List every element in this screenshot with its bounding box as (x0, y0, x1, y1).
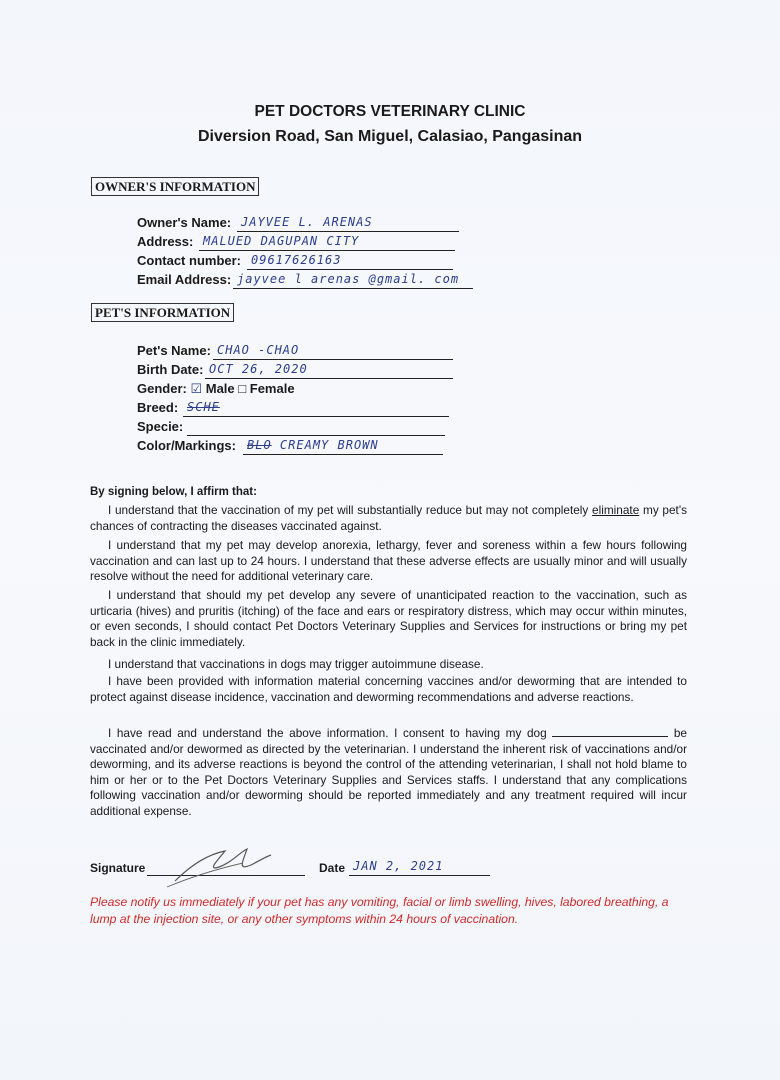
pet-birth-label: Birth Date: (137, 362, 204, 377)
gender-male-label: Male (205, 381, 235, 396)
signature-line[interactable] (147, 859, 305, 876)
affirm-p1-text-end: my pet's chances of contracting the diseases vaccinated against. (90, 503, 687, 533)
affirm-p1-underlined: eliminate (592, 503, 640, 517)
affirm-paragraph-2: I understand that my pet may develop anorexia, lethargy, fever and soreness within a few hours following vaccination and can last up to 24 hours. I understand that these adverse effects are usually minor and will usually resolve without the need for additional veterinary care. (90, 538, 687, 584)
owner-email-field (137, 271, 460, 289)
date-value[interactable]: JAN 2, 2021 (349, 859, 490, 876)
affirm-paragraph-6 (90, 725, 687, 820)
owner-email-value[interactable]: jayvee l arenas @gmail. com (233, 270, 473, 289)
date-label: Date (319, 861, 346, 875)
pet-color-value: CREAMY BROWN (279, 438, 379, 452)
owner-section-heading: OWNER'S INFORMATION (91, 177, 259, 196)
pet-gender-label: Gender: (137, 381, 187, 396)
affirm-paragraph-5: I have been provided with information material concerning vaccines and/or deworming that are intended to protect against disease incidence, vaccination and deworming recommendations and adverse reactions. (90, 674, 687, 704)
affirm-heading: By signing below, I affirm that: (90, 486, 257, 498)
owner-name-field (137, 214, 373, 232)
gender-female-checkbox[interactable]: □ (238, 381, 247, 396)
owner-contact-field (137, 252, 342, 270)
affirm-p6-text-end: be vaccinated and/or dewormed as directed by the veterinarian. I understand the inherent risk of vaccinations and/or deworming, and its adverse reactions is beyond the control of the attending veterinarian, I shall not hold blame to him or her or to the Pet Doctors Veterinary Supplies and Services staffs. I understand that any complications following vaccination and/or deworming should be reported immediately and any treatment required will incur additional expense. (90, 726, 687, 818)
pet-breed-label: Breed: (137, 400, 179, 415)
owner-address-value[interactable]: MALUED DAGUPAN CITY (199, 232, 455, 251)
affirm-p1-text: I understand that the vaccination of my pet will substantially reduce but may not completely (108, 503, 593, 517)
pet-name-label: Pet's Name: (137, 343, 211, 358)
owner-contact-label: Contact number: (137, 253, 241, 268)
affirm-paragraph-1 (90, 503, 687, 534)
clinic-name: PET DOCTORS VETERINARY CLINIC (254, 103, 526, 120)
owner-name-label: Owner's Name: (137, 215, 232, 230)
signature-label: Signature (90, 861, 146, 875)
owner-email-label: Email Address: (137, 272, 232, 287)
pet-specie-field (137, 418, 183, 436)
pet-name-value[interactable]: CHAO -CHAO (213, 341, 453, 360)
pet-color-struck: BLO (247, 438, 272, 452)
owner-address-label: Address: (137, 234, 194, 249)
affirm-paragraph-3: I understand that should my pet develop any severe of unanticipated reaction to the vaccination, such as urticaria (hives) and pruritis (itching) of the face and ears or respiratory distress, which may occur within minutes, or even seconds, I should contact Pet Doctors Veterinary Supplies and Services for instructions or bring my pet back in the clinic immediately. (90, 588, 687, 649)
affirm-paragraph-4: I understand that vaccinations in dogs may trigger autoimmune disease. (108, 657, 484, 671)
signature-scribble-icon (147, 847, 305, 887)
pet-color-label: Color/Markings: (137, 438, 236, 453)
pet-specie-value[interactable] (187, 417, 445, 436)
owner-name-value[interactable]: JAYVEE L. ARENAS (237, 213, 459, 232)
pet-birth-field (137, 361, 308, 379)
pet-breed-value[interactable]: SCHE (183, 398, 449, 417)
pet-gender-field (137, 380, 295, 398)
pet-breed-field (137, 399, 220, 417)
gender-female-label: Female (249, 381, 295, 396)
pet-section-heading: PET'S INFORMATION (91, 303, 234, 322)
pet-name-field (137, 342, 300, 360)
pet-color-value-line[interactable] (243, 436, 443, 455)
pet-birth-value[interactable]: OCT 26, 2020 (205, 360, 453, 379)
owner-contact-value[interactable]: 09617626163 (247, 251, 453, 270)
gender-male-checkbox[interactable]: ☑ (190, 381, 203, 396)
affirm-p6-text: I have read and understand the above information. I consent to having my dog (108, 726, 553, 740)
clinic-address: Diversion Road, San Miguel, Calasiao, Pangasinan (197, 128, 583, 145)
dog-name-blank[interactable] (552, 725, 668, 737)
owner-address-field (137, 233, 360, 251)
pet-specie-label: Specie: (137, 419, 184, 434)
notice-text: Please notify us immediately if your pet has any vomiting, facial or limb swelling, hives, labored breathing, a lump at the injection site, or any other symptoms within 24 hours of vaccination. (90, 895, 669, 926)
pet-color-field (137, 437, 379, 455)
